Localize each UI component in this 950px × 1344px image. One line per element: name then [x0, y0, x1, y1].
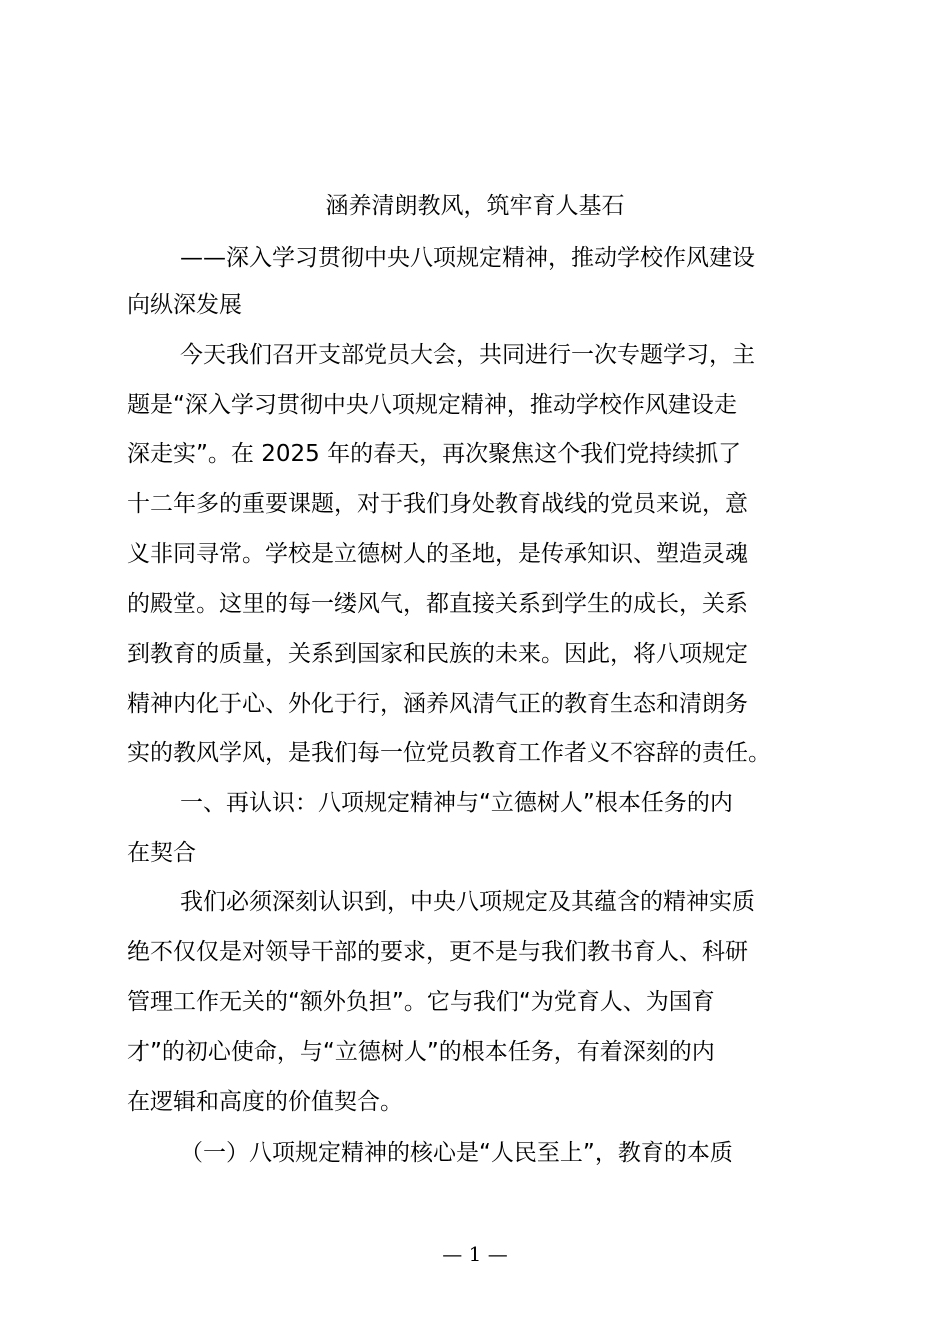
paragraph-line: 的殿堂。这里的每一缕风气，都直接关系到学生的成长，关系 [127, 591, 748, 617]
subtitle-line: ——深入学习贯彻中央八项规定精神，推动学校作风建设 [180, 245, 755, 271]
page-number: — 1 — [442, 1242, 508, 1266]
paragraph-line: 义非同寻常。学校是立德树人的圣地，是传承知识、塑造灵魂 [127, 541, 748, 567]
paragraph-line: 今天我们召开支部党员大会，共同进行一次专题学习，主 [180, 342, 755, 368]
paragraph-line: 深走实”。在 2025 年的春天，再次聚焦这个我们党持续抓了 [127, 441, 742, 467]
paragraph-line: 精神内化于心、外化于行，涵养风清气正的教育生态和清朗务 [127, 691, 748, 717]
paragraph-line: 在逻辑和高度的价值契合。 [127, 1089, 403, 1115]
paragraph-line: 管理工作无关的“额外负担”。它与我们“为党育人、为国育 [127, 989, 715, 1015]
paragraph-line: 题是“深入学习贯彻中央八项规定精神，推动学校作风建设走 [127, 392, 737, 418]
paragraph-line: 实的教风学风，是我们每一位党员教育工作者义不容辞的责任。 [127, 740, 771, 766]
paragraph-line: 十二年多的重要课题，对于我们身处教育战线的党员来说，意 [127, 491, 748, 517]
section-heading-line: 一、再认识：八项规定精神与“立德树人”根本任务的内 [180, 790, 733, 816]
paragraph-line: 我们必须深刻认识到，中央八项规定及其蕴含的精神实质 [180, 889, 755, 915]
section-heading-line: 在契合 [127, 840, 196, 866]
subsection-heading-line: （一）八项规定精神的核心是“人民至上”，教育的本质 [180, 1140, 733, 1166]
subtitle-line: 向纵深发展 [127, 292, 242, 318]
paragraph-line: 才”的初心使命，与“立德树人”的根本任务，有着深刻的内 [127, 1039, 715, 1065]
paragraph-line: 绝不仅仅是对领导干部的要求，更不是与我们教书育人、科研 [127, 939, 748, 965]
paragraph-line: 到教育的质量，关系到国家和民族的未来。因此，将八项规定 [127, 641, 748, 667]
document-title: 涵养清朗教风，筑牢育人基石 [325, 193, 625, 219]
